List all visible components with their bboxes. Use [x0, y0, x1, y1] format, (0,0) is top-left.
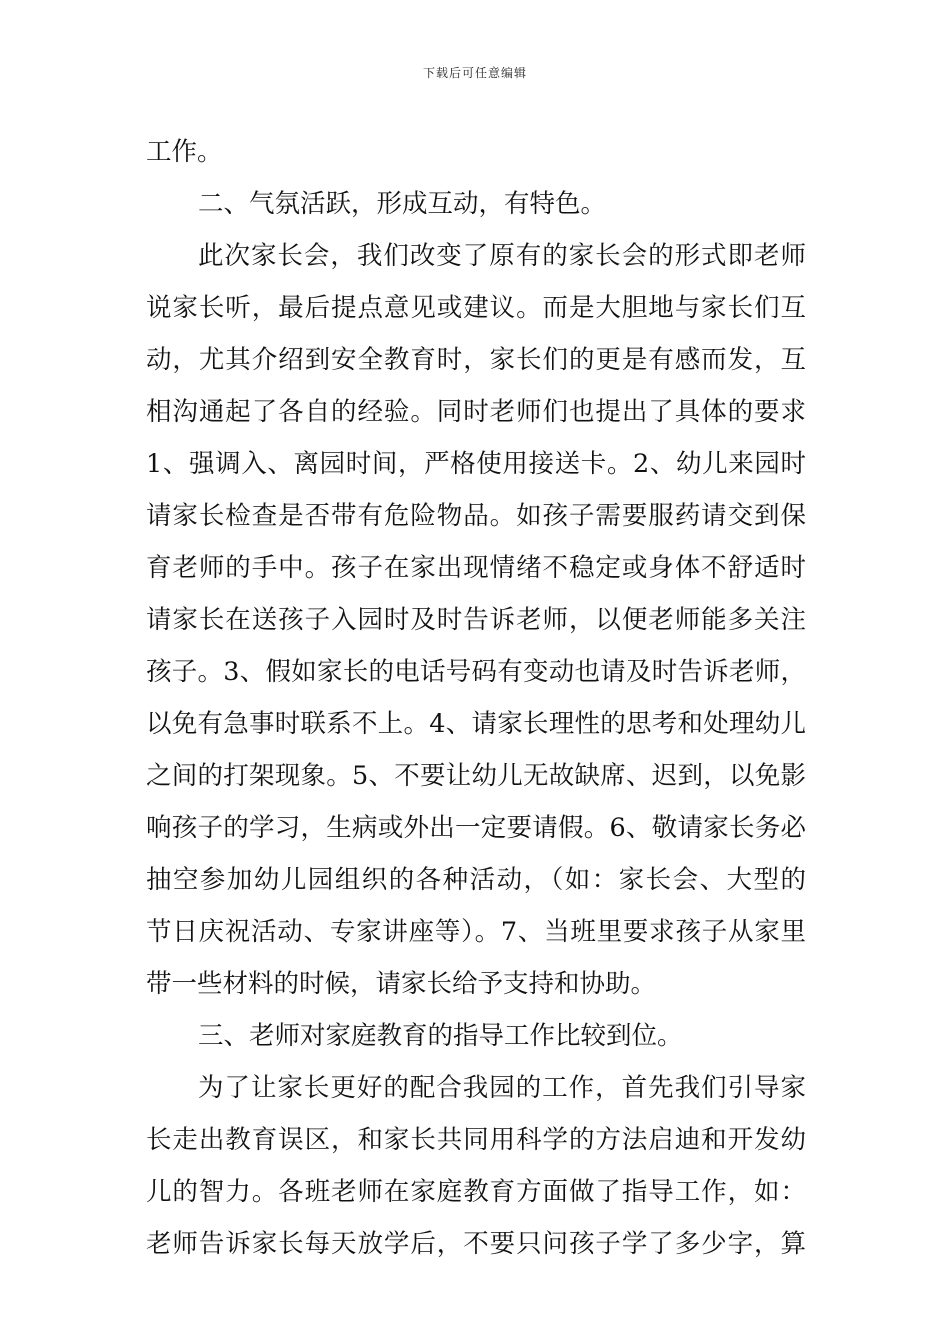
- text-line: 长走出教育误区，和家长共同用科学的方法启迪和开发幼: [146, 1125, 806, 1155]
- text-line: 1、强调入、离园时间，严格使用接送卡。2、幼儿来园时: [146, 449, 806, 479]
- text-line: 请家长检查是否带有危险物品。如孩子需要服药请交到保: [146, 501, 806, 531]
- text-line: 抽空参加幼儿园组织的各种活动，（如：家长会、大型的: [146, 865, 806, 895]
- text-line: 请家长在送孩子入园时及时告诉老师，以便老师能多关注: [146, 605, 806, 635]
- section-heading: 三、老师对家庭教育的指导工作比较到位。: [198, 1021, 683, 1051]
- text-line: 儿的智力。各班老师在家庭教育方面做了指导工作，如：: [146, 1177, 806, 1207]
- text-line: 老师告诉家长每天放学后，不要只问孩子学了多少字，算: [146, 1229, 806, 1259]
- text-line: 此次家长会，我们改变了原有的家长会的形式即老师: [198, 241, 806, 271]
- text-line: 说家长听，最后提点意见或建议。而是大胆地与家长们互: [146, 293, 806, 323]
- text-line: 之间的打架现象。5、不要让幼儿无故缺席、迟到，以免影: [146, 761, 806, 791]
- text-line: 育老师的手中。孩子在家出现情绪不稳定或身体不舒适时: [146, 553, 806, 583]
- document-body: [146, 126, 806, 1270]
- text-line: 为了让家长更好的配合我园的工作，首先我们引导家: [198, 1073, 806, 1103]
- text-line: 节日庆祝活动、专家讲座等）。7、当班里要求孩子从家里: [146, 917, 806, 947]
- text-line: 响孩子的学习，生病或外出一定要请假。6、敬请家长务必: [146, 813, 806, 843]
- text-line: 孩子。3、假如家长的电话号码有变动也请及时告诉老师，: [146, 657, 806, 687]
- text-line: 工作。: [146, 137, 223, 167]
- text-line: 相沟通起了各自的经验。同时老师们也提出了具体的要求: [146, 397, 806, 427]
- text-line: 动，尤其介绍到安全教育时，家长们的更是有感而发，互: [146, 345, 806, 375]
- page-header: 下载后可任意编辑: [422, 66, 527, 80]
- text-line: 以免有急事时联系不上。4、请家长理性的思考和处理幼儿: [146, 709, 806, 739]
- text-line: 带一些材料的时候，请家长给予支持和协助。: [146, 969, 657, 999]
- section-heading: 二、气氛活跃，形成互动，有特色。: [198, 189, 607, 219]
